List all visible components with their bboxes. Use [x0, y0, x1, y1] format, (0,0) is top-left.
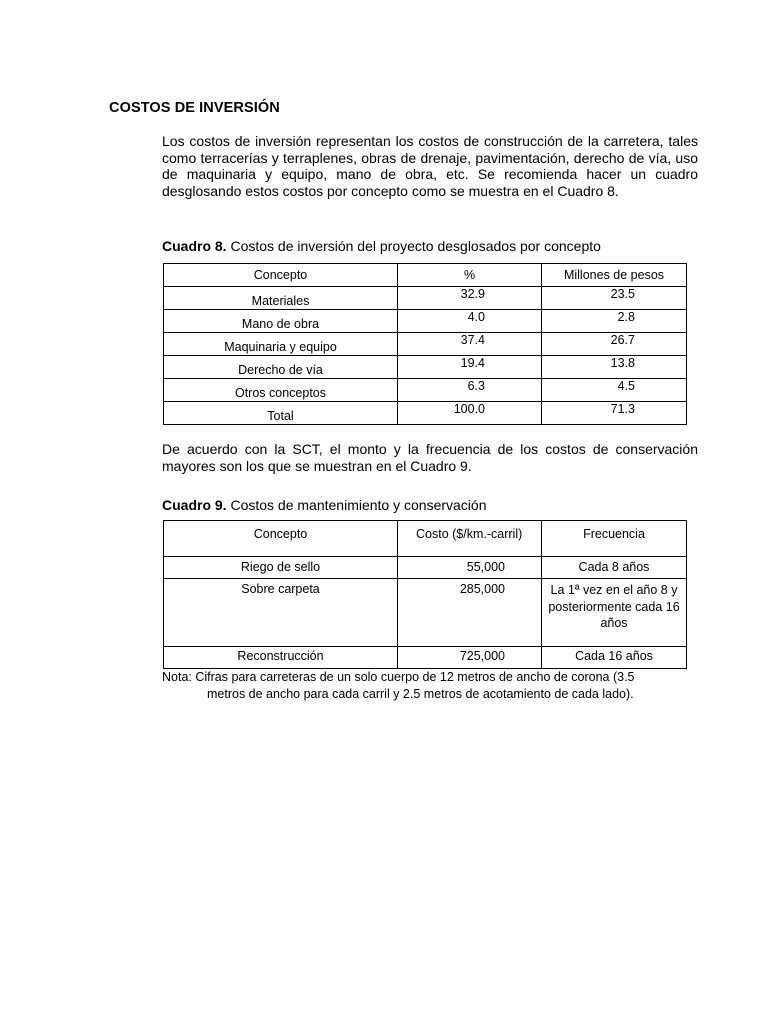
section-title: COSTOS DE INVERSIÓN: [109, 100, 280, 116]
cell-millones: 26.7: [610, 333, 635, 347]
table-note: [162, 669, 702, 702]
cuadro9-caption: [162, 497, 487, 513]
cuadro8-table: [163, 263, 687, 425]
cell-frecuencia: Cada 16 años: [542, 647, 687, 669]
cuadro8-caption-text: Costos de inversión del proyecto desglosados por concepto: [226, 238, 601, 254]
cell-concepto: Maquinaria y equipo: [164, 333, 398, 356]
cuadro9-table: [163, 520, 687, 669]
note-line-2: metros de ancho para cada carril y 2.5 metros de acotamiento de cada lado).: [207, 686, 634, 701]
cell-percent: 6.3: [467, 379, 485, 393]
middle-paragraph: De acuerdo con la SCT, el monto y la frecuencia de los costos de conservación mayores son los que se muestran en el Cuadro 9.: [162, 441, 698, 474]
header-millones: Millones de pesos: [542, 264, 687, 287]
cell-millones: 71.3: [610, 402, 635, 416]
header-percent: %: [398, 264, 542, 287]
cell-costo: 55,000: [466, 560, 505, 574]
note-line-1: Nota: Cifras para carreteras de un solo cuerpo de 12 metros de ancho de corona (3.5: [162, 670, 635, 684]
cuadro9-caption-label: Cuadro 9.: [162, 497, 227, 513]
cell-concepto: Otros conceptos: [164, 379, 398, 402]
table-row: [164, 379, 687, 402]
cell-concepto: Reconstrucción: [164, 647, 398, 669]
cell-millones: 23.5: [610, 287, 635, 301]
table-total-row: [164, 402, 687, 425]
cell-percent: 37.4: [460, 333, 485, 347]
cell-percent: 32.9: [460, 287, 485, 301]
cell-concepto: Derecho de vía: [164, 356, 398, 379]
cell-millones: 13.8: [610, 356, 635, 370]
table-row: [164, 287, 687, 310]
cell-frecuencia: Cada 8 años: [542, 557, 687, 579]
table-row: [164, 647, 687, 669]
cell-percent: 4.0: [467, 310, 485, 324]
header-concepto: Concepto: [164, 264, 398, 287]
cuadro8-caption-label: Cuadro 8.: [162, 238, 227, 254]
table-row: [164, 333, 687, 356]
cell-concepto: Sobre carpeta: [164, 579, 398, 647]
cuadro9-caption-text: Costos de mantenimiento y conservación: [226, 497, 487, 513]
intro-paragraph: Los costos de inversión representan los costos de construcción de la carretera, tales como terracerías y terraplenes, obras de drenaje, pavimentación, derecho de vía, uso de maquinaria y equipo, mano de obra, etc. Se recomienda hacer un cuadro desglosando estos costos por concepto como se muestra en el Cuadro 8.: [162, 133, 698, 199]
table-header-row: [164, 264, 687, 287]
cell-concepto: Mano de obra: [164, 310, 398, 333]
table-row: [164, 310, 687, 333]
cell-percent: 100.0: [453, 402, 485, 416]
cuadro8-caption: [162, 238, 601, 254]
table-row: [164, 356, 687, 379]
cell-concepto: Materiales: [164, 287, 398, 310]
cell-frecuencia: La 1ª vez en el año 8 y posteriormente cada 16 años: [542, 579, 687, 647]
table-row: [164, 579, 687, 647]
header-concepto: Concepto: [164, 521, 398, 557]
table-row: [164, 557, 687, 579]
cell-percent: 19.4: [460, 356, 485, 370]
header-frecuencia: Frecuencia: [542, 521, 687, 557]
cell-concepto: Total: [164, 402, 398, 425]
cell-concepto: Riego de sello: [164, 557, 398, 579]
cell-millones: 4.5: [617, 379, 635, 393]
cell-costo: 725,000: [459, 649, 505, 663]
header-costo: Costo ($/km.-carril): [398, 521, 542, 557]
table-header-row: [164, 521, 687, 557]
cell-millones: 2.8: [617, 310, 635, 324]
cell-costo: 285,000: [459, 582, 505, 596]
